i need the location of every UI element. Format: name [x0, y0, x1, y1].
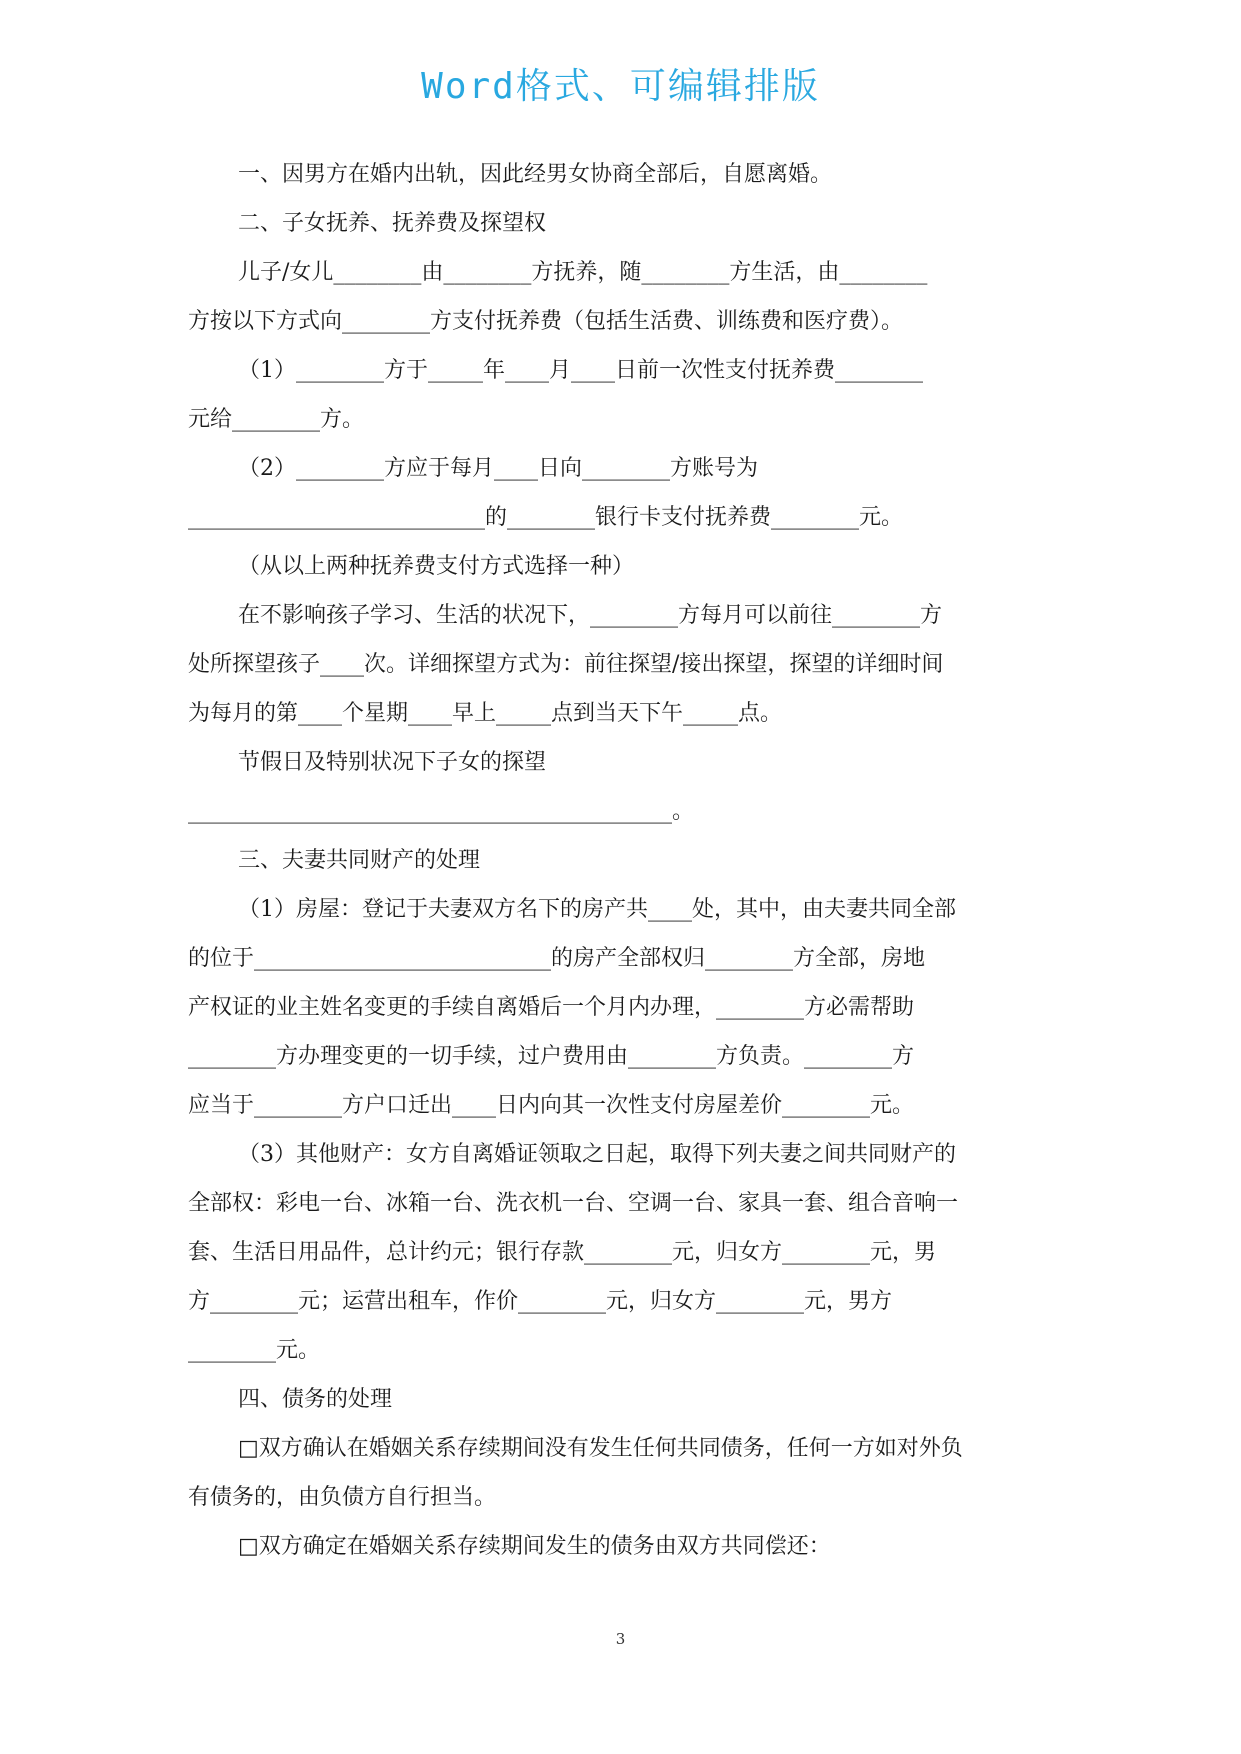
other-property-line-4: 方________元；运营出租车，作价________元，归女方________元，男方 [188, 1289, 893, 1314]
house-line-3: 产权证的业主姓名变更的手续自离婚后一个月内办理，________方必需帮助 [188, 995, 915, 1020]
document-body [188, 157, 1054, 1578]
house-line-5: 应当于________方户口迁出____日内向其一次性支付房屋差价________元。 [188, 1093, 915, 1118]
visitation-line-1: 在不影响孩子学习、生活的状况下，________方每月可以前往________方 [238, 603, 943, 628]
holiday-visitation-line-1: 节假日及特别状况下子女的探望 [238, 750, 547, 775]
custody-line-1: 儿子/女儿________由________方抚养，随________方生活，由________ [238, 260, 928, 285]
payment-choice-note: （从以上两种抚养费支付方式选择一种） [238, 554, 635, 579]
payment-option-1-line-2: 元给________方。 [188, 407, 365, 432]
debt-option-1-line-2: 有债务的，由负债方自行担当。 [188, 1485, 497, 1510]
payment-option-2-line-1: （2）________方应于每月____日向________方账号为 [238, 456, 758, 481]
clause-2-heading: 二、子女抚养、抚养费及探望权 [238, 211, 547, 236]
clause-1-line: 一、因男方在婚内出轨，因此经男女协商全部后，自愿离婚。 [238, 162, 833, 187]
clause-3-heading: 三、夫妻共同财产的处理 [238, 848, 481, 873]
document-header-title: Word格式、可编辑排版 [421, 66, 820, 107]
other-property-line-3: 套、生活日用品件，总计约元；银行存款________元，归女方________元，男 [188, 1240, 937, 1265]
payment-option-2-line-2: ___________________________的________银行卡支付抚养费________元。 [188, 505, 904, 530]
holiday-visitation-line-2: ____________________________________________。 [188, 799, 695, 824]
other-property-line-5: ________元。 [188, 1338, 321, 1363]
payment-option-1-line-1: （1）________方于_____年____月____日前一次性支付抚养费________ [238, 358, 923, 383]
debt-option-2-line-1: □双方确定在婚姻关系存续期间发生的债务由双方共同偿还： [238, 1534, 831, 1559]
page-number: 3 [615, 1630, 626, 1648]
visitation-line-3: 为每月的第____个星期____早上_____点到当天下午_____点。 [188, 701, 783, 726]
house-line-2: 的位于___________________________的房产全部权归________方全部，房地 [188, 946, 926, 971]
house-line-1: （1）房屋：登记于夫妻双方名下的房产共____处，其中，由夫妻共同全部 [238, 897, 956, 922]
debt-option-1-line-1: □双方确认在婚姻关系存续期间没有发生任何共同债务，任何一方如对外负 [238, 1436, 963, 1461]
other-property-line-1: （3）其他财产：女方自离婚证领取之日起，取得下列夫妻之间共同财产的 [238, 1142, 956, 1167]
custody-line-2: 方按以下方式向________方支付抚养费（包括生活费、训练费和医疗费）。 [188, 309, 904, 334]
visitation-line-2: 处所探望孩子____次。详细探望方式为：前往探望/接出探望，探望的详细时间 [188, 652, 944, 677]
other-property-line-2: 全部权：彩电一台、冰箱一台、洗衣机一台、空调一台、家具一套、组合音响一 [188, 1191, 959, 1216]
house-line-4: ________方办理变更的一切手续，过户费用由________方负责。________方 [188, 1044, 915, 1069]
clause-4-heading: 四、债务的处理 [238, 1387, 393, 1412]
